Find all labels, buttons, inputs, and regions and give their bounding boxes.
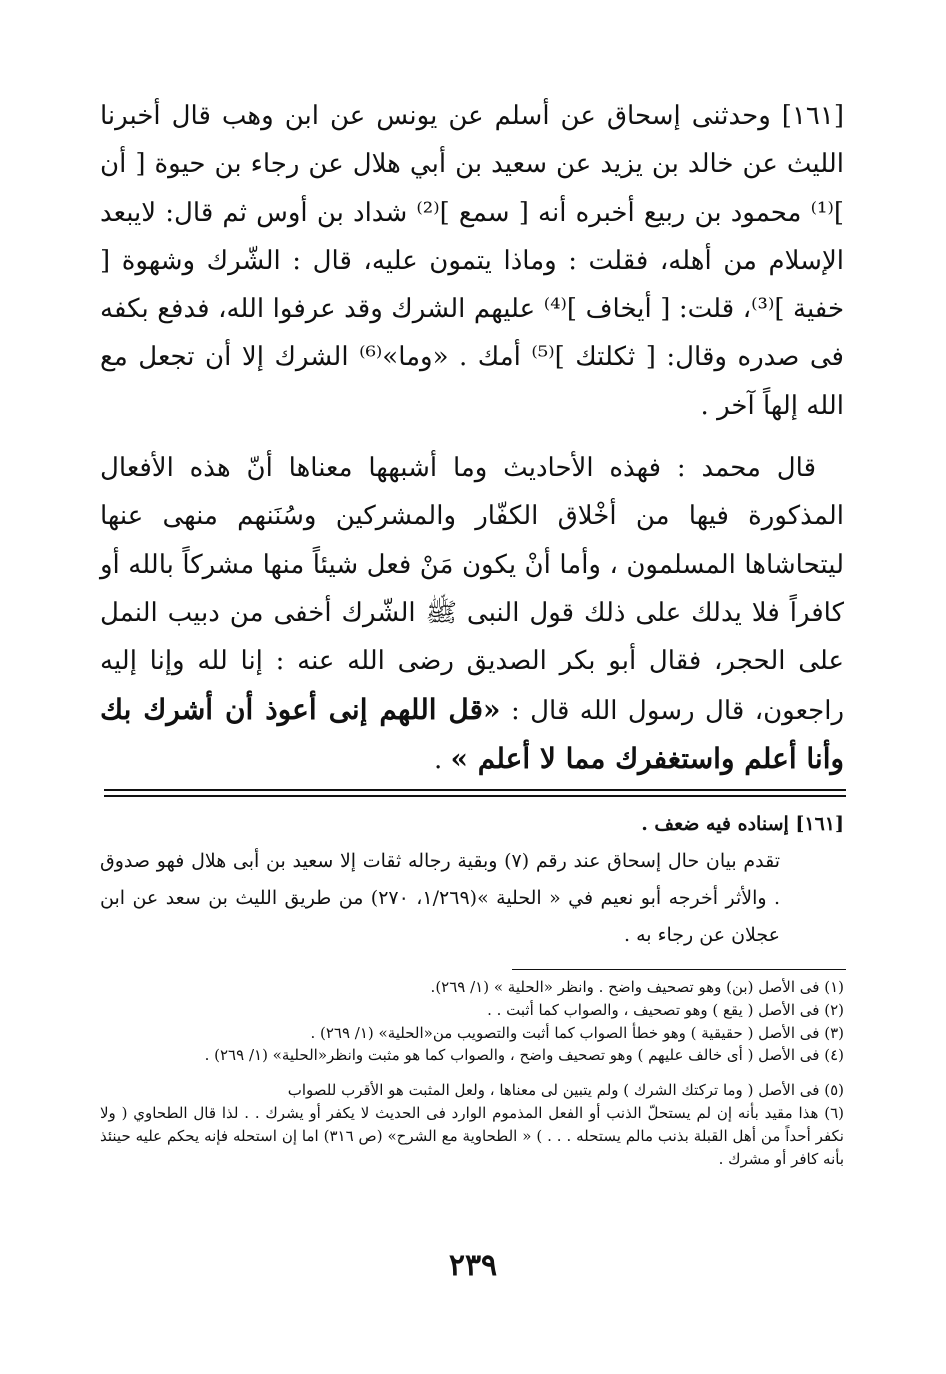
page-number: ٢٣٩ xyxy=(448,1248,498,1283)
hadith-paragraph: [١٦١] وحدثنى إسحاق عن أسلم عن يونس عن ابن وهب قال أخبرنا الليث عن خالد بن يزيد عن سعيد بن أبي هلال عن رجاء بن حيوة [ أن ]⁽¹⁾ محمود بن ربيع أخبره أنه [ سمع ]⁽²⁾ شداد بن أوس ثم قال: لايبعد الإسلام من أهله، فقلت : وماذا يتمون عليه، قال : الشّرك وشهوة [ خفية ]⁽³⁾، قلت: [ أيخاف ]⁽⁴⁾ عليهم الشرك وقد عرفوا الله، فدفع بكفه فى صدره وقال: [ ثكلتك ]⁽⁵⁾ أمك . «وما»⁽⁶⁾ الشرك إلا أن تجعل مع الله إلهاً آخر . xyxy=(100,101,845,421)
footnote-2: (٢) فى الأصل ( يقع ) وهو تصحيف ، والصواب كما أثبت . . xyxy=(487,1000,844,1019)
footnote-1: (١) فى الأصل (بن) وهو تصحيف واضح . وانظر «الحلية » (١/ ٢٦٩). xyxy=(430,978,844,996)
takhrij-heading: [١٦١] إسناده فيه ضعف . xyxy=(641,813,844,835)
prayer-quote: «قل اللهم إنى أعوذ أن أشرك بك وأنا أعلم واستغفرك مما لا أعلم » xyxy=(100,692,844,775)
footnotes xyxy=(100,976,844,1170)
takhrij-section xyxy=(100,806,844,954)
quote-end: . xyxy=(433,744,451,775)
footnote-4: (٤) فى الأصل ( أى خالف عليهم ) وهو تصحيف واضح ، والصواب كما هو مثبت وانظر«الحلية» (١/ ٢٦٩) . xyxy=(204,1046,844,1065)
main-text xyxy=(100,92,844,784)
footnote-3: (٣) فى الأصل ( حقيقية ) وهو خطأ الصواب كما أثبت والتصويب من«الحلية» (١/ ٢٦٩) . xyxy=(310,1023,844,1042)
takhrij-body: تقدم بيان حال إسحاق عند رقم (٧) وبقية رجاله ثقات إلا سعيد بن أبى هلال فهو صدوق . والأثر أخرجه أبو نعيم في « الحلية »(١/٢٦٩، ٢٧٠) من طريق الليث بن سعد عن ابن عجلان عن رجاء به . xyxy=(100,850,780,946)
footnote-separator xyxy=(512,969,846,970)
separator-line-top xyxy=(104,789,846,791)
commentary-paragraph xyxy=(100,444,844,784)
footnote-5: (٥) فى الأصل ( وما تركتك الشرك ) ولم يتبين لى معناها ، ولعل المثبت هو الأقرب للصواب xyxy=(287,1081,844,1100)
separator-line-bottom xyxy=(104,795,846,797)
footnote-6: (٦) هذا مقيد بأنه إن لم يستحلّ الذنب أو الفعل المذموم الوارد فى الحديث لا يكفر أو يشرك . . لذا قال الطحاوي ( ولا نكفر أحداً من أهل القبلة بذنب مالم يستحله . . . ) « الطحاوية مع الشرح» (ص ٣١٦) اما إن استحله فإنه يحكم عليه حينئذ بأنه كافر أو مشرك . xyxy=(100,1103,844,1168)
commentary-text: قال محمد : فهذه الأحاديث وما أشبهها معناها أنّ هذه الأفعال المذكورة فيها من أخْلاق الكفّار والمشركين وسُنَنهم منهى عنها ليتحاشاها المسلمون ، وأما أنْ يكون مَنْ فعل شيئاً منها مشركاً بالله أو كافراً فلا يدلك على ذلك قول النبى ﷺ الشّرك أخفى من دبيب النمل على الحجر، فقال أبو بكر الصديق رضى الله عنه : إنا لله وإنا إليه راجعون، قال رسول الله قال : xyxy=(100,453,845,726)
